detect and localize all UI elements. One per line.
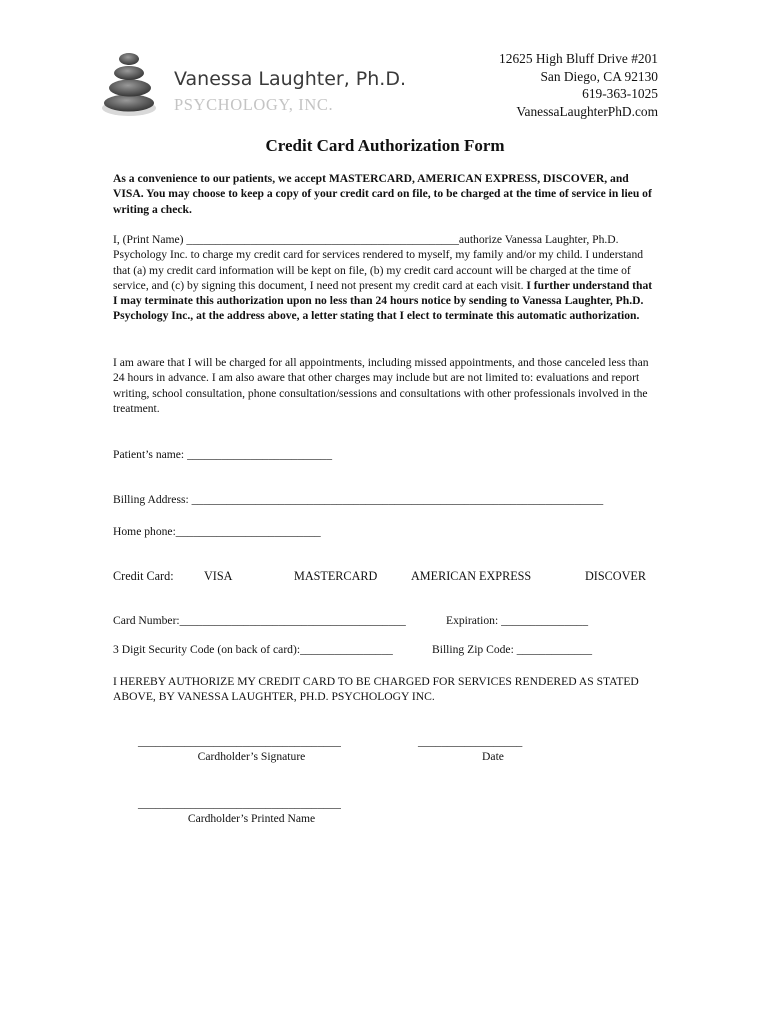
address-phone: 619-363-1025 bbox=[582, 86, 658, 101]
address-website[interactable]: VanessaLaughterPhD.com bbox=[516, 103, 658, 119]
brand-name: Vanessa Laughter, Ph.D. bbox=[174, 68, 406, 90]
charges-paragraph: I am aware that I will be charged for all appointments, including missed appointments, and those canceled less than 24 hours in advance. I am also aware that other charges may include but are not limited to: evaluations and report writing, school consultation, phone consultation/sessions and consultations with other professionals involved in the treatment. bbox=[113, 356, 649, 415]
print-name-field[interactable]: _______________________________________________ bbox=[186, 233, 459, 246]
card-option-visa[interactable]: VISA bbox=[204, 569, 233, 583]
signature-label: Cardholder’s Signature bbox=[197, 750, 306, 763]
expiration-row bbox=[446, 614, 588, 627]
date-label: Date bbox=[482, 750, 504, 763]
authorization-statement: I HEREBY AUTHORIZE MY CREDIT CARD TO BE CHARGED FOR SERVICES RENDERED AS STATED ABOVE, BY VANESSA LAUGHTER, PH.D. PSYCHOLOGY INC. bbox=[113, 675, 639, 704]
billing-zip-row bbox=[432, 643, 592, 656]
patient-name-label: Patient’s name: bbox=[113, 448, 188, 461]
print-name-label: I, (Print Name) bbox=[113, 233, 187, 246]
intro-paragraph bbox=[113, 171, 653, 217]
card-option-american-express[interactable]: AMERICAN EXPRESS bbox=[411, 569, 532, 583]
printed-name-label: Cardholder’s Printed Name bbox=[187, 812, 316, 825]
stacked-stones-icon bbox=[100, 48, 158, 116]
authorization-paragraph bbox=[113, 232, 653, 324]
card-number-field[interactable]: _______________________________________ bbox=[179, 614, 406, 627]
billing-address-field[interactable]: _______________________________________________________________________ bbox=[191, 493, 604, 506]
home-phone-row bbox=[113, 525, 321, 538]
address-street: 12625 High Bluff Drive #201 bbox=[499, 51, 658, 66]
signature-field[interactable]: ___________________________________ bbox=[138, 735, 341, 748]
address-city: San Diego, CA 92130 bbox=[540, 68, 658, 84]
billing-zip-label: Billing Zip Code: bbox=[432, 643, 517, 656]
card-number-label: Card Number: bbox=[113, 614, 180, 627]
billing-zip-field[interactable]: _____________ bbox=[516, 643, 593, 656]
billing-address-label: Billing Address: bbox=[113, 493, 192, 506]
address-block bbox=[499, 50, 658, 120]
home-phone-field[interactable]: _________________________ bbox=[175, 525, 321, 538]
patient-name-field[interactable]: _________________________ bbox=[187, 448, 332, 461]
card-number-row bbox=[113, 614, 406, 627]
authorization-text: authorize Vanessa Laughter, Ph.D. Psychology Inc. to charge my credit card for services rendered to myself, my family and/or my child. I understand that (a) my credit card information will be kept on file, (b) my credit card account will be charged at the time of service, and (c) by signing this document, I need not present my credit card at each visit. bbox=[113, 233, 644, 292]
card-option-mastercard[interactable]: MASTERCARD bbox=[294, 569, 378, 583]
security-code-row bbox=[113, 643, 393, 656]
card-option-discover[interactable]: DISCOVER bbox=[585, 569, 646, 583]
security-code-field[interactable]: ________________ bbox=[300, 643, 393, 656]
termination-text: I further understand that I may terminate this authorization upon no less than 24 hours notice by sending to Vanessa Laughter, Ph.D. Psychology Inc., at the address above, a letter stating that I elect to terminate this automatic authorization. bbox=[113, 278, 653, 323]
home-phone-label: Home phone: bbox=[113, 525, 176, 538]
page-title: Credit Card Authorization Form bbox=[265, 136, 505, 155]
security-code-label: 3 Digit Security Code (on back of card): bbox=[113, 643, 301, 656]
patient-name-row bbox=[113, 448, 332, 461]
credit-card-label: Credit Card: bbox=[113, 569, 174, 583]
expiration-label: Expiration: bbox=[446, 614, 502, 627]
billing-address-row bbox=[113, 493, 603, 506]
printed-name-field[interactable]: ___________________________________ bbox=[138, 797, 341, 810]
expiration-field[interactable]: _______________ bbox=[501, 614, 589, 627]
date-field[interactable]: __________________ bbox=[418, 735, 523, 748]
intro-text: As a convenience to our patients, we accept MASTERCARD, AMERICAN EXPRESS, DISCOVER, and VISA. You may choose to keep a copy of your credit card on file, to be charged at the time of service in lieu of writing a check. bbox=[113, 172, 652, 216]
brand-subtitle: PSYCHOLOGY, INC. bbox=[174, 95, 334, 114]
